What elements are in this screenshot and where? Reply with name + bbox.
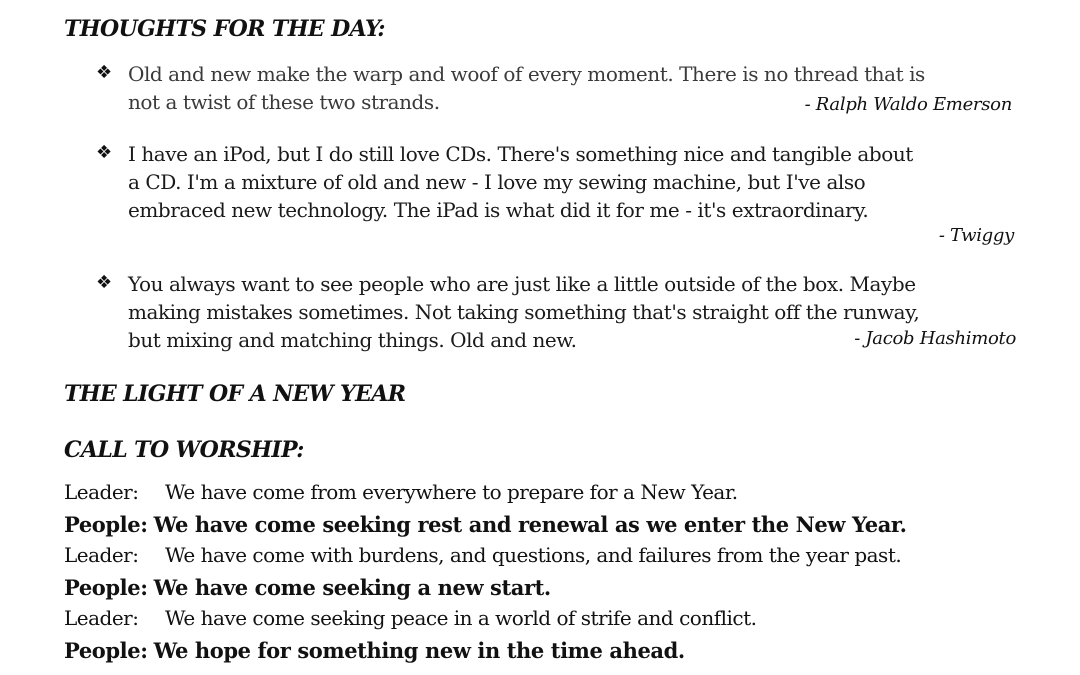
litany-line-people — [64, 572, 1064, 604]
quote-attribution: - Ralph Waldo Emerson — [804, 94, 1012, 115]
call-to-worship-heading: CALL TO WORSHIP: — [64, 437, 304, 463]
quote-attribution: - Jacob Hashimoto — [854, 328, 1016, 349]
quote-line: embraced new technology. The iPad is what did it for me - it's extraordinary. — [128, 198, 869, 222]
diamond-bullet-icon: ❖ — [96, 272, 113, 293]
litany-text: We have come from everywhere to prepare for a New Year. — [165, 480, 738, 504]
litany — [64, 477, 1064, 666]
role-label: People: — [64, 574, 148, 600]
quote-line: I have an iPod, but I do still love CDs. There's something nice and tangible about — [128, 142, 913, 166]
quote-attribution: - Twiggy — [938, 225, 1014, 246]
litany-line-people — [64, 509, 1064, 541]
litany-text: We have come seeking rest and renewal as we enter the New Year. — [153, 511, 907, 537]
diamond-bullet-icon: ❖ — [96, 62, 113, 83]
litany-text: We hope for something new in the time ahead. — [153, 637, 685, 663]
litany-line-leader — [64, 540, 1064, 572]
litany-line-leader — [64, 603, 1064, 635]
quote-text — [128, 140, 1018, 224]
thoughts-heading: THOUGHTS FOR THE DAY: — [64, 16, 385, 42]
quote-line: not a twist of these two strands. — [128, 90, 440, 114]
role-label: People: — [64, 511, 148, 537]
quote-line: but mixing and matching things. Old and new. — [128, 328, 577, 352]
litany-text: We have come with burdens, and questions, and failures from the year past. — [165, 543, 902, 567]
role-label: Leader: — [64, 480, 139, 504]
litany-text: We have come seeking peace in a world of strife and conflict. — [165, 606, 757, 630]
role-label: Leader: — [64, 543, 139, 567]
quote-line: a CD. I'm a mixture of old and new - I love my sewing machine, but I've also — [128, 170, 866, 194]
diamond-bullet-icon: ❖ — [96, 142, 113, 163]
litany-line-people — [64, 635, 1064, 667]
light-heading: THE LIGHT OF A NEW YEAR — [64, 381, 406, 407]
litany-text: We have come seeking a new start. — [153, 574, 551, 600]
role-label: People: — [64, 637, 148, 663]
role-label: Leader: — [64, 606, 139, 630]
litany-line-leader — [64, 477, 1064, 509]
quote-line: You always want to see people who are just like a little outside of the box. Maybe — [128, 272, 916, 296]
quote-line: Old and new make the warp and woof of every moment. There is no thread that is — [128, 62, 925, 86]
quote-line: making mistakes sometimes. Not taking something that's straight off the runway, — [128, 300, 920, 324]
